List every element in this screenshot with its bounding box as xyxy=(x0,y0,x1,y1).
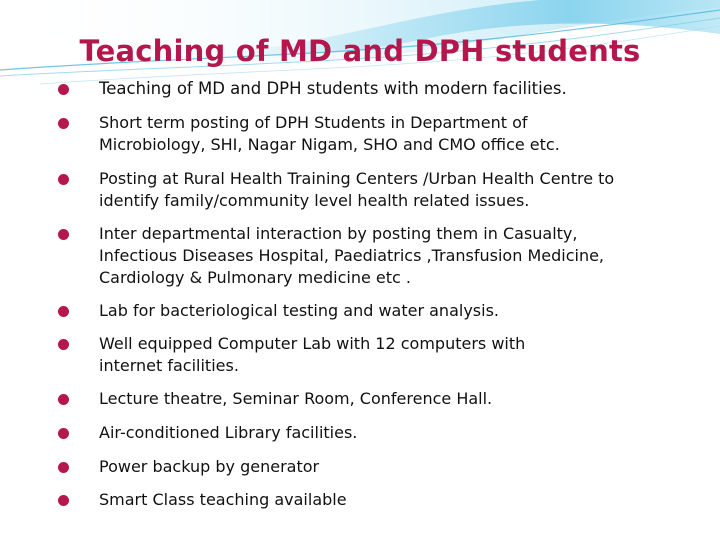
list-item-text: Well equipped Computer Lab with 12 computers with internet facilities. xyxy=(99,334,526,375)
bullet-icon xyxy=(58,118,69,129)
bullet-icon xyxy=(58,174,69,185)
list-item-text: Smart Class teaching available xyxy=(99,490,347,509)
bullet-icon xyxy=(58,229,69,240)
list-item-text: Lab for bacteriological testing and water analysis. xyxy=(99,301,499,320)
list-item-text: Teaching of MD and DPH students with modern facilities. xyxy=(99,79,567,98)
bullet-icon xyxy=(58,495,69,506)
bullet-icon xyxy=(58,339,69,350)
list-item-text: Inter departmental interaction by posting them in Casualty, Infectious Diseases Hospital, Paediatrics ,Transfusion Medicine, Cardiology & Pulmonary medicine etc . xyxy=(99,224,605,287)
list-item-text: Air-conditioned Library facilities. xyxy=(99,423,358,442)
slide-title: Teaching of MD and DPH students xyxy=(79,34,641,68)
list-item-text: Posting at Rural Health Training Centers /Urban Health Centre to identify family/community level health related issues. xyxy=(99,169,615,210)
bullet-icon xyxy=(58,306,69,317)
bullet-icon xyxy=(58,462,69,473)
bullet-icon xyxy=(58,84,69,95)
bullet-icon xyxy=(58,428,69,439)
bullet-icon xyxy=(58,394,69,405)
list-item-text: Lecture theatre, Seminar Room, Conference Hall. xyxy=(99,389,493,408)
list-item-text: Power backup by generator xyxy=(99,457,320,476)
list-item-text: Short term posting of DPH Students in Department of Microbiology, SHI, Nagar Nigam, SHO and CMO office etc. xyxy=(99,113,560,154)
